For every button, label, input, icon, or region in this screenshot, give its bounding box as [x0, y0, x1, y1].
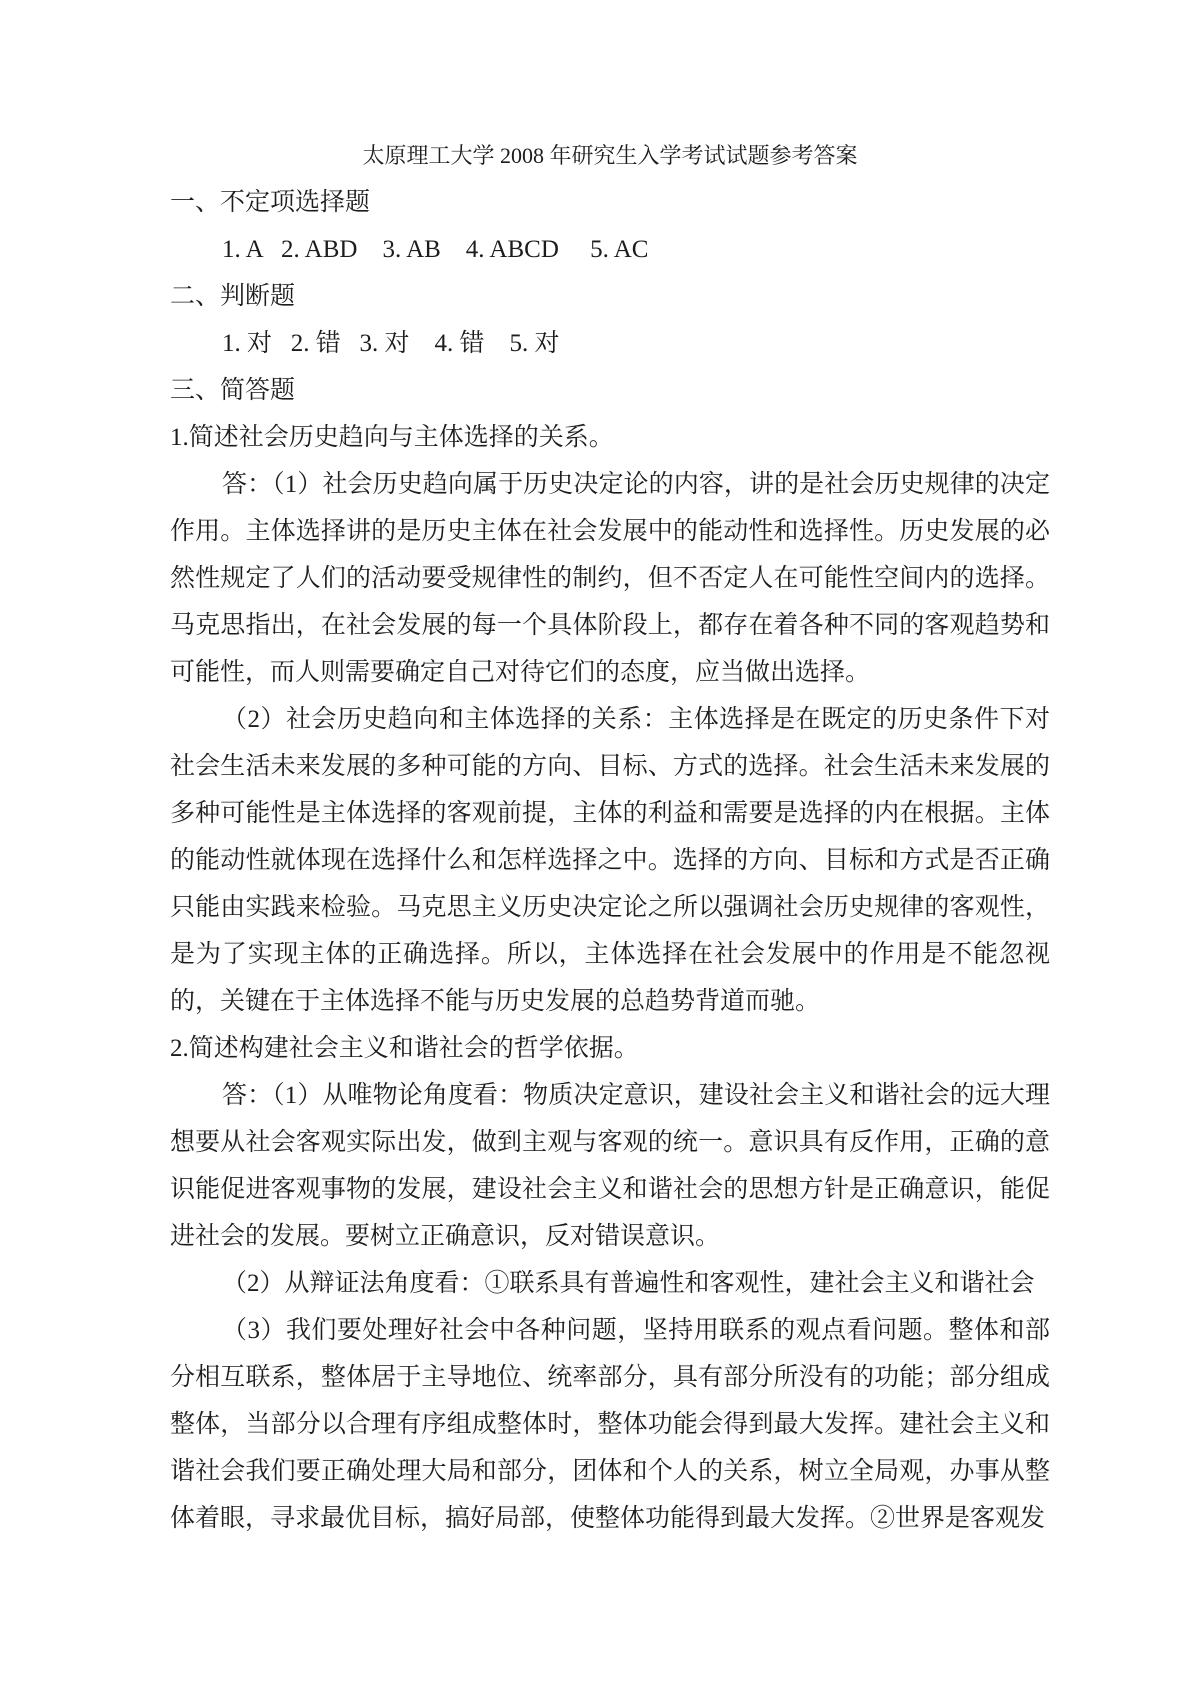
section-1-answers: 1. A 2. ABD 3. AB 4. ABCD 5. AC — [222, 236, 649, 263]
question-1-answer-paragraph-2: （2）社会历史趋向和主体选择的关系：主体选择是在既定的历史条件下对社会生活未来发展的多种可能的方向、目标、方式的选择。社会生活未来发展的多种可能性是主体选择的客观前提，主体的利益和需要是选择的内在根据。主体的能动性就体现在选择什么和怎样选择之中。选择的方向、目标和方式是否正确只能由实践来检验。马克思主义历史决定论之所以强调社会历史规律的客观性，是为了实现主体的正确选择。所以，主体选择在社会发展中的作用是不能忽视的，关键在于主体选择不能与历史发展的总趋势背道而驰。 — [170, 706, 1050, 1015]
document-title: 太原理工大学 2008 年研究生入学考试试题参考答案 — [362, 143, 858, 168]
question-1-answer-paragraph-1: 答：（1）社会历史趋向属于历史决定论的内容，讲的是社会历史规律的决定作用。主体选择讲的是历史主体在社会发展中的能动性和选择性。历史发展的必然性规定了人们的活动要受规律性的制约，但不否定人在可能性空间内的选择。马克思指出，在社会发展的每一个具体阶段上，都存在着各种不同的客观趋势和可能性，而人则需要确定自己对待它们的态度，应当做出选择。 — [170, 471, 1050, 686]
question-1-label: 1.简述社会历史趋向与主体选择的关系。 — [170, 424, 614, 451]
section-1-heading: 一、不定项选择题 — [170, 189, 371, 216]
question-2-answer-paragraph-3: （3）我们要处理好社会中各种问题，坚持用联系的观点看问题。整体和部分相互联系，整体居于主导地位、统率部分，具有部分所没有的功能；部分组成整体，当部分以合理有序组成整体时，整体功能会得到最大发挥。建社会主义和谐社会我们要正确处理大局和部分，团体和个人的关系，树立全局观，办事从整体着眼，寻求最优目标，搞好局部，使整体功能得到最大发挥。②世界是客观发 — [170, 1317, 1050, 1532]
question-2-answer-paragraph-2: （2）从辩证法角度看：①联系具有普遍性和客观性，建社会主义和谐社会 — [222, 1270, 1035, 1297]
section-2-answers: 1. 对 2. 错 3. 对 4. 错 5. 对 — [222, 330, 560, 357]
section-3-heading: 三、简答题 — [170, 377, 296, 404]
question-2-answer-paragraph-1: 答：（1）从唯物论角度看：物质决定意识，建设社会主义和谐社会的远大理想要从社会客观实际出发，做到主观与客观的统一。意识具有反作用，正确的意识能促进客观事物的发展，建设社会主义和谐社会的思想方针是正确意识，能促进社会的发展。要树立正确意识，反对错误意识。 — [170, 1082, 1050, 1250]
question-2-label: 2.简述构建社会主义和谐社会的哲学依据。 — [170, 1035, 639, 1062]
section-2-heading: 二、判断题 — [170, 283, 296, 310]
